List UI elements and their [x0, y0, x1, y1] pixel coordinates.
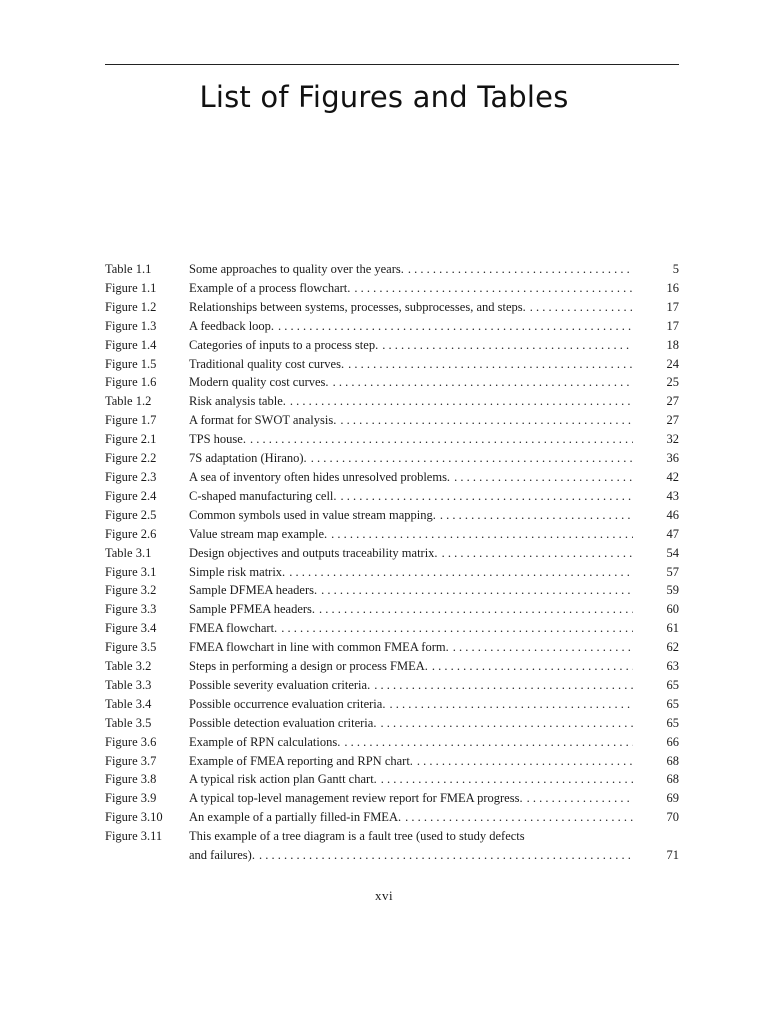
toc-entry [105, 336, 679, 355]
entry-text: TPS house. [189, 432, 246, 447]
entry-text: Common symbols used in value stream mapping. [189, 507, 436, 522]
entry-page-number: 27 [666, 394, 679, 409]
entry-text: An example of a partially filled-in FMEA. [189, 810, 402, 825]
dot-leader [432, 657, 633, 676]
entry-page-number: 65 [666, 715, 679, 730]
entry-label: Figure 1.5 [105, 356, 157, 371]
entry-label: Figure 3.8 [105, 772, 157, 787]
entry-page-number: 5 [672, 262, 679, 276]
entry-caption [189, 468, 633, 487]
entry-text: A typical top-level management review report for FMEA progress. [189, 791, 523, 806]
dot-leader [374, 676, 633, 695]
entry-caption [189, 752, 633, 771]
toc-entry [105, 808, 679, 827]
entry-page-number: 63 [666, 659, 679, 674]
toc-entry [105, 525, 679, 544]
entry-label: Figure 2.3 [105, 469, 157, 484]
entry-page-number: 68 [666, 772, 679, 787]
toc-entry [105, 695, 679, 714]
entry-page-number: 66 [666, 734, 679, 749]
entry-text: Some approaches to quality over the years. [189, 262, 404, 276]
entry-caption [189, 260, 633, 279]
entry-page-number: 17 [666, 318, 679, 333]
entry-caption [189, 336, 633, 355]
entry-text: Steps in performing a design or process FMEA. [189, 659, 428, 674]
entry-label: Figure 3.9 [105, 791, 157, 806]
toc-entry [105, 468, 679, 487]
entry-caption [189, 657, 633, 676]
entry-caption [189, 676, 633, 695]
entry-text: Example of RPN calculations. [189, 734, 341, 749]
entry-page-number: 61 [666, 621, 679, 636]
entry-caption [189, 279, 633, 298]
toc-entry [105, 638, 679, 657]
entry-text: A format for SWOT analysis. [189, 413, 337, 428]
toc-entry [105, 752, 679, 771]
entry-page-number: 54 [666, 545, 679, 560]
entry-caption [189, 298, 633, 317]
toc-entry [105, 733, 679, 752]
entry-page-number: 71 [666, 848, 679, 863]
entry-label: Figure 3.2 [105, 583, 157, 598]
entry-text: This example of a tree diagram is a fault tree (used to study defects [189, 829, 525, 844]
entry-text: C-shaped manufacturing cell. [189, 488, 337, 503]
toc-entry [105, 430, 679, 449]
entry-text: Sample PFMEA headers. [189, 602, 316, 617]
entry-text: Example of a process flowchart. [189, 280, 351, 295]
entry-page-number: 27 [666, 413, 679, 428]
entry-text-continued [189, 846, 633, 865]
dot-leader [381, 770, 633, 789]
toc-entry [105, 298, 679, 317]
entry-text: Possible detection evaluation criteria. [189, 715, 377, 730]
entry-text: Relationships between systems, processes, subprocesses, and steps. [189, 299, 526, 314]
dot-leader [530, 298, 633, 317]
entry-caption [189, 392, 633, 411]
entry-caption [189, 827, 633, 865]
entry-label: Figure 3.7 [105, 753, 157, 768]
entry-label: Figure 1.7 [105, 413, 157, 428]
entry-caption [189, 714, 633, 733]
entry-page-number: 42 [666, 469, 679, 484]
toc-entry [105, 619, 679, 638]
dot-leader [281, 619, 633, 638]
entry-caption [189, 733, 633, 752]
toc-entry [105, 373, 679, 392]
entry-text: FMEA flowchart. [189, 621, 278, 636]
entry-page-number: 46 [666, 507, 679, 522]
entry-caption [189, 638, 633, 657]
toc-entry [105, 355, 679, 374]
dot-leader [440, 506, 633, 525]
entry-label: Figure 2.2 [105, 451, 157, 466]
entry-text: Risk analysis table. [189, 394, 286, 409]
entry-text: Sample DFMEA headers. [189, 583, 318, 598]
entry-label: Figure 3.6 [105, 734, 157, 749]
entry-text: Categories of inputs to a process step. [189, 337, 379, 352]
entry-label: Table 1.2 [105, 394, 152, 409]
toc-entry [105, 487, 679, 506]
entry-text: Possible occurrence evaluation criteria. [189, 696, 386, 711]
entry-text: A typical risk action plan Gantt chart. [189, 772, 377, 787]
dot-leader [389, 695, 633, 714]
dot-leader [417, 752, 633, 771]
toc-entry [105, 657, 679, 676]
entry-page-number: 32 [666, 432, 679, 447]
toc-entry [105, 676, 679, 695]
entry-text: Possible severity evaluation criteria. [189, 677, 371, 692]
entry-page-number: 59 [666, 583, 679, 598]
entry-label: Figure 2.1 [105, 432, 157, 447]
dot-leader [442, 544, 633, 563]
entry-caption [189, 619, 633, 638]
dot-leader [348, 355, 633, 374]
entry-label: Figure 1.2 [105, 299, 157, 314]
dot-leader [527, 789, 633, 808]
dot-leader [319, 600, 633, 619]
entry-label: Figure 2.6 [105, 526, 157, 541]
entry-label: Table 3.5 [105, 715, 152, 730]
entry-label: Table 3.4 [105, 696, 152, 711]
figures-tables-list [105, 260, 679, 865]
toc-entry [105, 392, 679, 411]
entry-text: Value stream map example. [189, 526, 328, 541]
entry-page-number: 17 [666, 299, 679, 314]
toc-entry [105, 581, 679, 600]
dot-leader [278, 317, 633, 336]
entry-caption [189, 695, 633, 714]
dot-leader [259, 846, 633, 865]
entry-page-number: 47 [666, 526, 679, 541]
entry-page-number: 70 [666, 810, 679, 825]
dot-leader [341, 487, 633, 506]
dot-leader [250, 430, 633, 449]
entry-page-number: 43 [666, 488, 679, 503]
entry-label: Figure 3.5 [105, 640, 157, 655]
entry-page-number: 65 [666, 677, 679, 692]
entry-caption [189, 373, 633, 392]
dot-leader [340, 411, 633, 430]
entry-caption [189, 449, 633, 468]
dot-leader [290, 392, 633, 411]
dot-leader [380, 714, 633, 733]
entry-label: Figure 3.10 [105, 810, 163, 825]
toc-entry [105, 563, 679, 582]
toc-entry [105, 714, 679, 733]
entry-caption [189, 563, 633, 582]
entry-label: Figure 2.5 [105, 507, 157, 522]
entry-caption [189, 506, 633, 525]
entry-caption [189, 770, 633, 789]
entry-page-number: 18 [666, 337, 679, 352]
entry-page-number: 24 [666, 356, 679, 371]
entry-page-number: 62 [666, 640, 679, 655]
entry-label: Figure 3.4 [105, 621, 157, 636]
toc-entry [105, 411, 679, 430]
entry-caption [189, 581, 633, 600]
entry-caption [189, 789, 633, 808]
entry-text-continuation: and failures). [189, 848, 255, 863]
entry-page-number: 36 [666, 451, 679, 466]
entry-text: Example of FMEA reporting and RPN chart. [189, 753, 413, 768]
entry-text: A feedback loop. [189, 318, 275, 333]
dot-leader [321, 581, 633, 600]
entry-page-number: 16 [666, 280, 679, 295]
entry-caption [189, 430, 633, 449]
entry-label: Figure 2.4 [105, 488, 157, 503]
entry-text: Traditional quality cost curves. [189, 356, 345, 371]
entry-text: Modern quality cost curves. [189, 375, 329, 390]
toc-entry [105, 279, 679, 298]
entry-text: A sea of inventory often hides unresolved problems. [189, 469, 451, 484]
entry-page-number: 57 [666, 564, 679, 579]
dot-leader [289, 563, 633, 582]
entry-caption [189, 544, 633, 563]
entry-caption [189, 487, 633, 506]
toc-entry [105, 449, 679, 468]
entry-caption [189, 600, 633, 619]
dot-leader [408, 260, 633, 279]
toc-entry [105, 544, 679, 563]
entry-label: Table 1.1 [105, 262, 152, 276]
dot-leader [331, 525, 633, 544]
entry-label: Table 3.2 [105, 659, 152, 674]
entry-caption [189, 808, 633, 827]
entry-text: Simple risk matrix. [189, 564, 286, 579]
entry-label: Figure 1.3 [105, 318, 157, 333]
entry-label: Figure 3.11 [105, 829, 163, 844]
toc-entry [105, 506, 679, 525]
entry-caption [189, 411, 633, 430]
entry-label: Figure 1.1 [105, 280, 157, 295]
dot-leader [344, 733, 633, 752]
entry-label: Figure 3.1 [105, 564, 157, 579]
dot-leader [382, 336, 633, 355]
toc-entry [105, 317, 679, 336]
top-rule [105, 64, 679, 65]
entry-caption [189, 355, 633, 374]
entry-caption [189, 317, 633, 336]
entry-text: FMEA flowchart in line with common FMEA form. [189, 640, 449, 655]
page-number: xvi [374, 888, 394, 903]
dot-leader [311, 449, 633, 468]
dot-leader [354, 279, 633, 298]
entry-text: Design objectives and outputs traceability matrix. [189, 545, 438, 560]
entry-label: Figure 1.4 [105, 337, 157, 352]
entry-label: Table 3.1 [105, 545, 152, 560]
entry-page-number: 25 [666, 375, 679, 390]
toc-entry [105, 770, 679, 789]
entry-label: Figure 1.6 [105, 375, 157, 390]
toc-entry [105, 600, 679, 619]
entry-label: Table 3.3 [105, 677, 152, 692]
page-title: List of Figures and Tables [199, 80, 569, 114]
toc-entry [105, 260, 679, 279]
entry-page-number: 60 [666, 602, 679, 617]
entry-text: 7S adaptation (Hirano). [189, 451, 307, 466]
entry-page-number: 69 [666, 791, 679, 806]
dot-leader [333, 373, 633, 392]
entry-page-number: 65 [666, 696, 679, 711]
entry-page-number: 68 [666, 753, 679, 768]
dot-leader [453, 638, 633, 657]
dot-leader [405, 808, 633, 827]
entry-label: Figure 3.3 [105, 602, 157, 617]
dot-leader [454, 468, 633, 487]
toc-entry [105, 789, 679, 808]
toc-entry [105, 827, 679, 865]
entry-caption [189, 525, 633, 544]
